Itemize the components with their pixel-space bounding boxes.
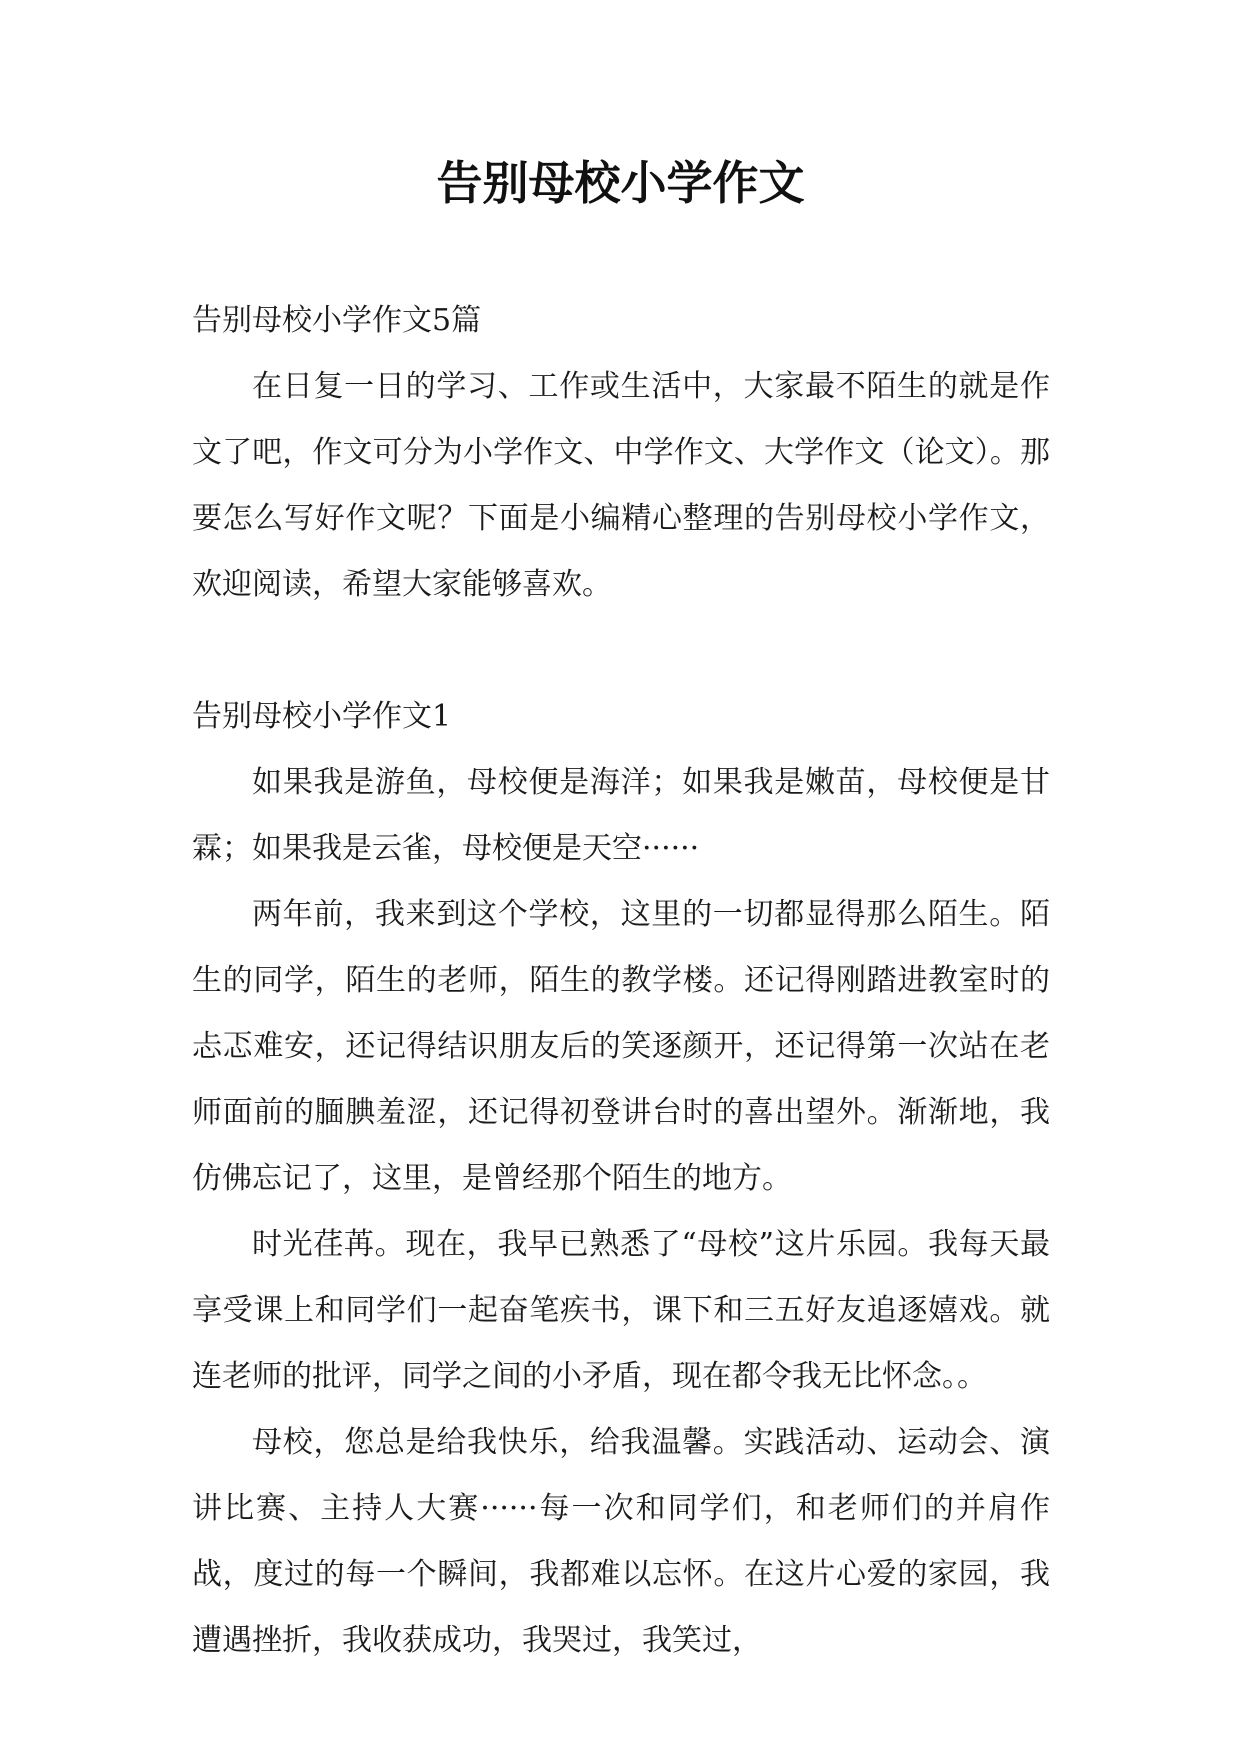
- body-paragraph-3: 时光荏苒。现在，我早已熟悉了“母校”这片乐园。我每天最享受课上和同学们一起奋笔疾书，课下和三五好友追逐嬉戏。就连老师的批评，同学之间的小矛盾，现在都令我无比怀念。。: [192, 1227, 1050, 1394]
- body-paragraph-4: 母校，您总是给我快乐，给我温馨。实践活动、运动会、演讲比赛、主持人大赛······每一次和同学们，和老师们的并肩作战，度过的每一个瞬间，我都难以忘怀。在这片心爱的家园，我遭遇挫折，我收获成功，我哭过，我笑过，: [192, 1425, 1050, 1658]
- intro-paragraph: 在日复一日的学习、工作或生活中，大家最不陌生的就是作文了吧，作文可分为小学作文、中学作文、大学作文（论文）。那要怎么写好作文呢？下面是小编精心整理的告别母校小学作文，欢迎阅读，希望大家能够喜欢。: [192, 369, 1050, 602]
- document-subtitle: 告别母校小学作文5篇: [192, 303, 482, 338]
- document-body: [192, 288, 1050, 1674]
- section-heading: 告别母校小学作文1: [192, 699, 452, 734]
- document-title: 告别母校小学作文: [436, 156, 805, 210]
- body-paragraph-1: 如果我是游鱼，母校便是海洋；如果我是嫩苗，母校便是甘霖；如果我是云雀，母校便是天空······: [192, 765, 1050, 866]
- section-spacer: [192, 618, 1050, 684]
- body-paragraph-2: 两年前，我来到这个学校，这里的一切都显得那么陌生。陌生的同学，陌生的老师，陌生的教学楼。还记得刚踏进教室时的忐忑难安，还记得结识朋友后的笑逐颜开，还记得第一次站在老师面前的腼腆羞涩，还记得初登讲台时的喜出望外。渐渐地，我仿佛忘记了，这里，是曾经那个陌生的地方。: [192, 897, 1050, 1196]
